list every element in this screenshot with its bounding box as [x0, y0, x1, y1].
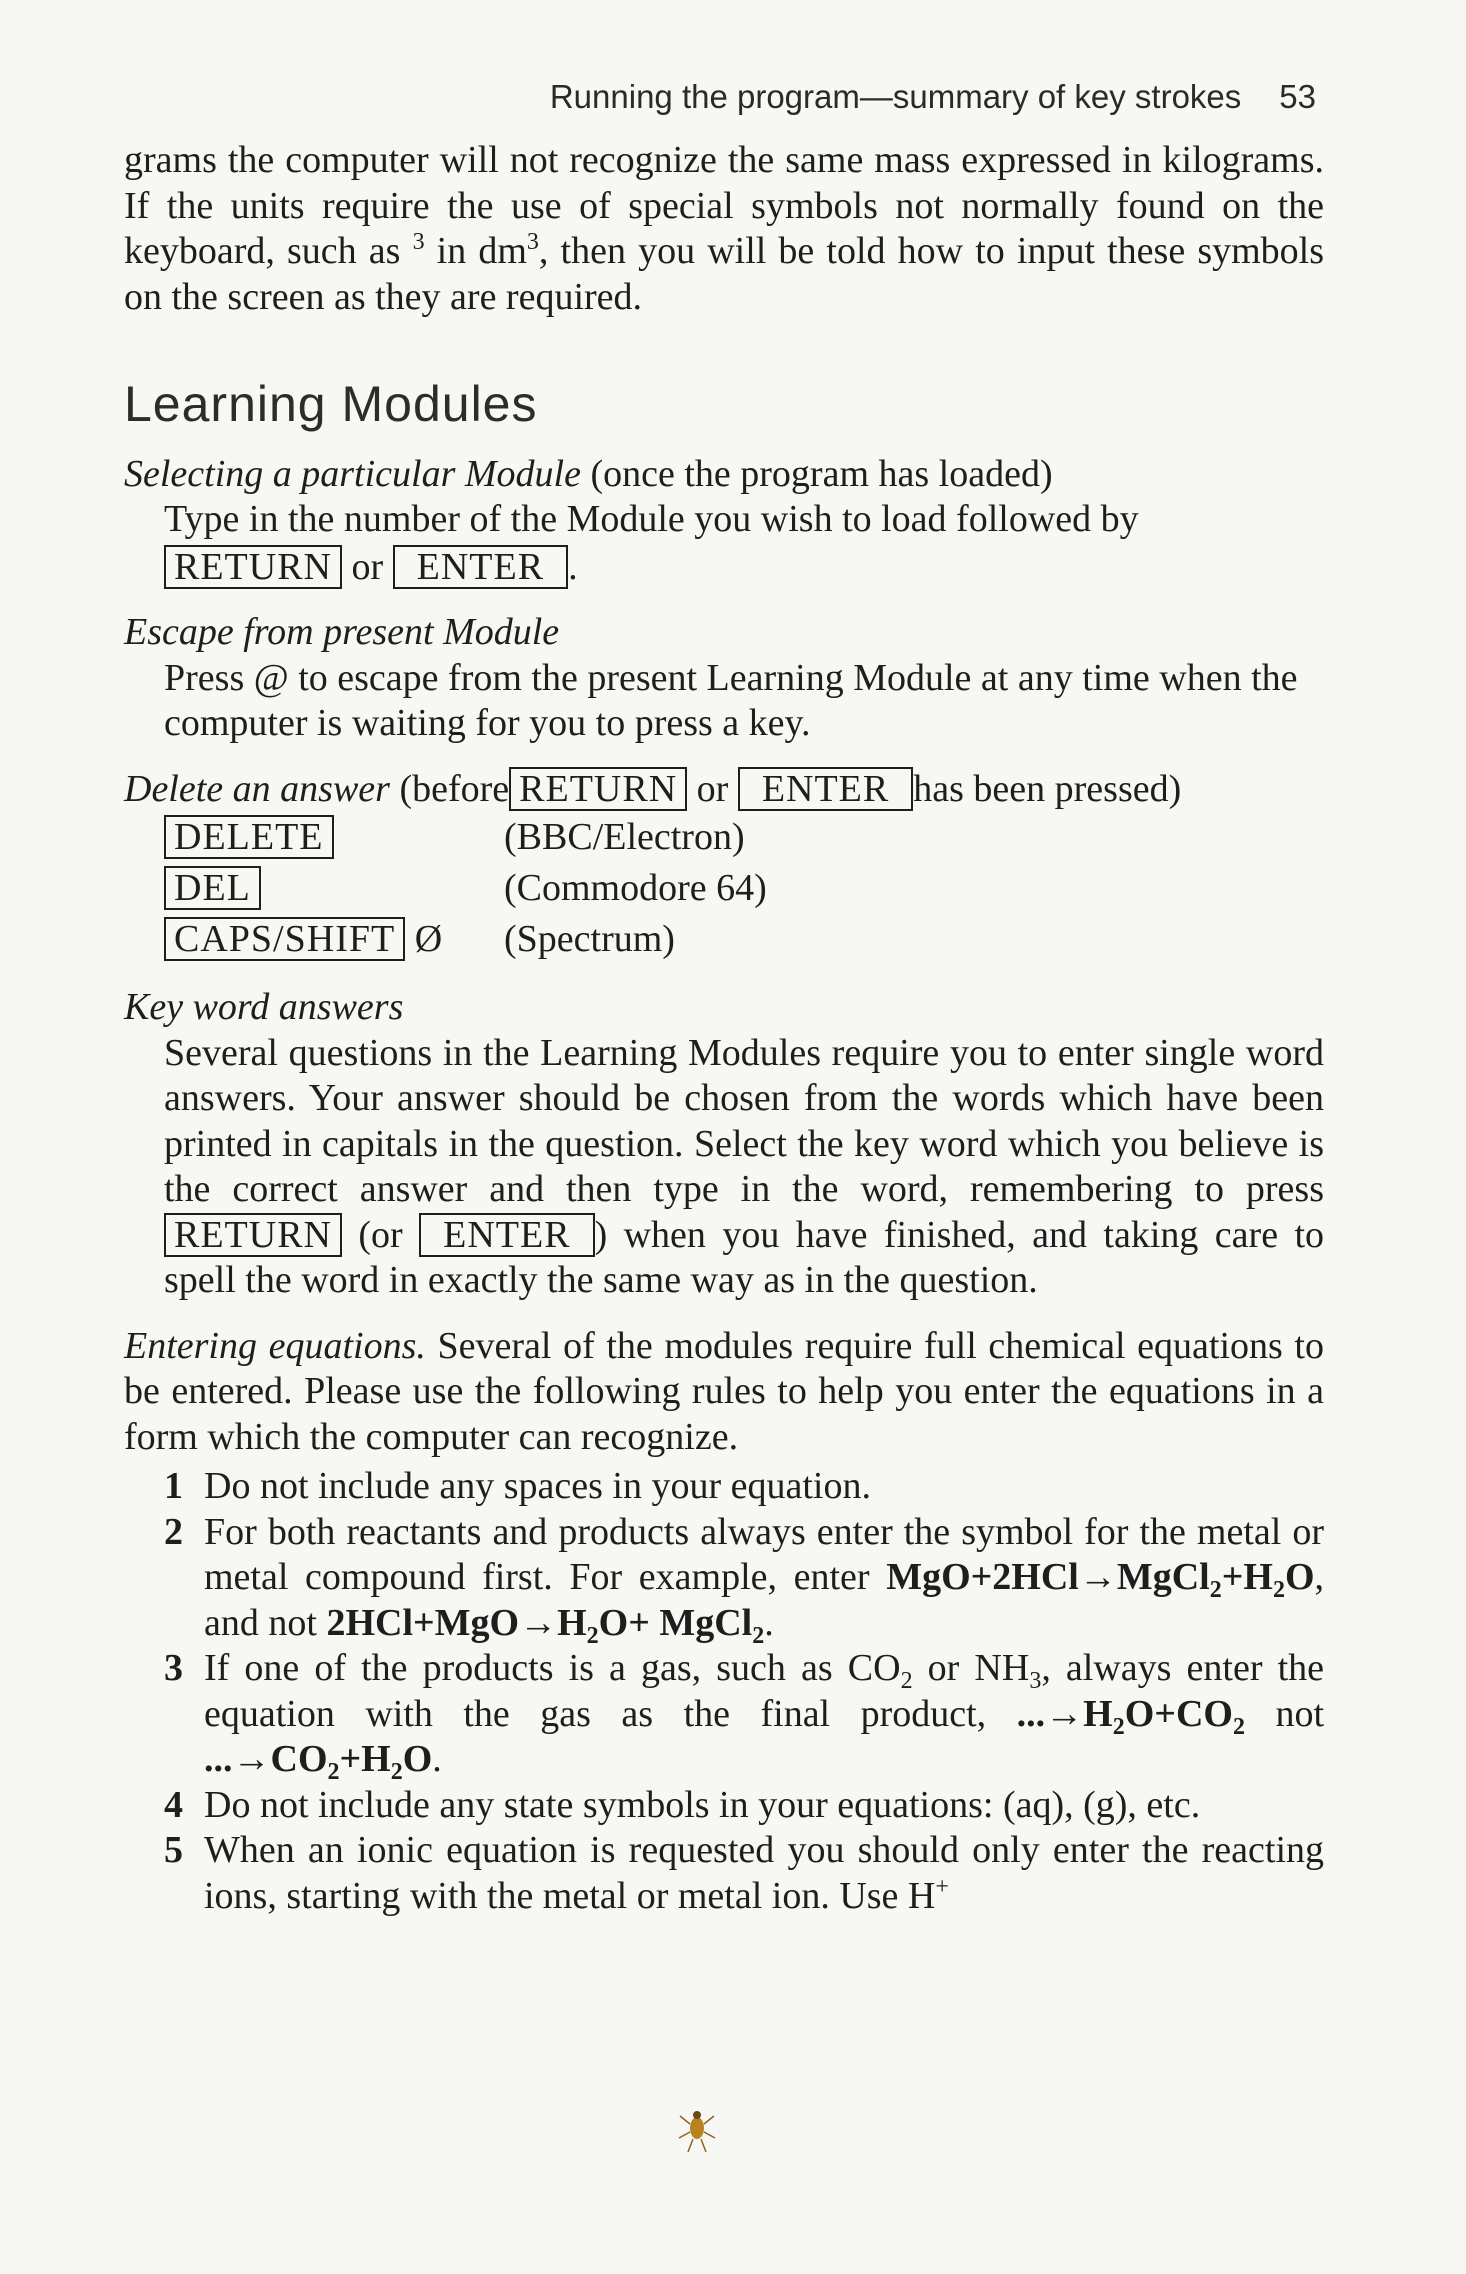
running-header: [460, 78, 1316, 116]
keyword-text: [124, 1031, 1324, 1304]
keyword-text-2: (or: [342, 1213, 403, 1256]
item-text: [204, 1828, 1324, 1919]
delete-row-bbc: [164, 812, 1324, 863]
subscript: 2: [327, 1759, 340, 1785]
delete-key: DELETE: [164, 815, 334, 859]
subscript: 2: [390, 1759, 403, 1785]
list-item: [164, 1510, 1324, 1647]
subscript: 2: [752, 1622, 765, 1649]
intro-text-2: in dm: [424, 230, 527, 272]
page-number: 53: [1279, 78, 1316, 115]
equations-title: Entering equations.: [124, 1324, 426, 1367]
rule-3-text: or NH: [912, 1647, 1030, 1689]
subscript: 2: [1112, 1713, 1125, 1740]
list-item: [164, 1783, 1324, 1829]
list-item: [164, 1464, 1324, 1510]
superscript: 3: [526, 229, 539, 255]
equations-section: [124, 1324, 1324, 1920]
eq-part: O: [402, 1738, 433, 1780]
subscript: 2: [900, 1668, 913, 1694]
eq-part: O+ MgCl: [598, 1601, 753, 1644]
item-number: 2: [164, 1510, 183, 1553]
keyword-text-1: Several questions in the Learning Modules require you to enter single word answers. Your answer should be chosen from the words which have been printed in capitals in the question. Select the key word which you believe is the correct answer and then type in the word, remembering to press: [164, 1031, 1324, 1210]
delete-post: has been pressed): [913, 767, 1182, 810]
eq-part: +H: [1221, 1556, 1273, 1598]
delete-section: [124, 767, 1324, 966]
rule-2-text: For both reactants and products always enter the symbol for the metal or metal compound first. For example, enter: [204, 1510, 1324, 1598]
enter-key: ENTER: [393, 545, 568, 589]
escape-section: [124, 610, 1324, 747]
machine-label: (Commodore 64): [504, 866, 767, 909]
equation: [204, 1738, 433, 1785]
intro-text-1: grams the computer will not recognize the same mass expressed in kilograms. If the units require the use of special symbols not normally found on the keyboard, such as: [124, 139, 1324, 272]
item-text: [204, 1646, 1324, 1783]
delete-title: Delete an answer: [124, 767, 390, 810]
item-number: 5: [164, 1829, 183, 1871]
equations-intro: Several of the modules require full chemical equations to be entered. Please use the following rules to help you enter the equations in a form which the computer can recognize.: [124, 1324, 1324, 1458]
keyword-section: [124, 985, 1324, 1304]
eq-part: MgO+2HCl→MgCl: [886, 1556, 1210, 1598]
equation: [326, 1601, 765, 1649]
eq-part: ...→H: [1016, 1692, 1113, 1735]
subscript: 2: [586, 1622, 599, 1649]
rule-2-mid: , and not: [204, 1556, 1324, 1644]
rules-list: [124, 1464, 1324, 1919]
period: .: [764, 1601, 774, 1644]
return-key: RETURN: [164, 545, 342, 589]
list-item: [164, 1828, 1324, 1919]
rule-3-text: If one of the products is a gas, such as CO: [204, 1647, 901, 1689]
rule-5-text: When an ionic equation is requested you should only enter the reacting ions, starting with the metal or metal ion. Use H: [204, 1829, 1324, 1917]
equation: [886, 1556, 1315, 1603]
keyword-title: Key word answers: [124, 986, 404, 1028]
subscript: 2: [1232, 1713, 1245, 1740]
return-key: RETURN: [164, 1213, 342, 1257]
enter-key: ENTER: [738, 767, 913, 811]
item-number: 4: [164, 1783, 183, 1826]
subscript: 3: [1029, 1668, 1042, 1694]
superscript: +: [935, 1873, 949, 1900]
delete-row-commodore: [164, 863, 1324, 914]
keyword-text-3: ) when you have finished, and taking care to spell the word in exactly the same way as in the question.: [164, 1213, 1325, 1301]
eq-part: 2HCl+MgO→H: [326, 1601, 587, 1644]
rule-3-text: , always enter the equation with the gas as the final product,: [204, 1647, 1324, 1735]
period: .: [432, 1738, 442, 1780]
eq-part: O+CO: [1124, 1692, 1233, 1735]
enter-key: ENTER: [419, 1213, 594, 1257]
machine-label: (Spectrum): [504, 917, 675, 960]
item-number: 3: [164, 1647, 183, 1689]
insect-speck-icon: [676, 2102, 718, 2158]
page-body: [124, 138, 1324, 1919]
or-text: or: [696, 767, 729, 810]
escape-text: Press @ to escape from the present Learning Module at any time when the computer is waiting for you to press a key.: [164, 656, 1298, 744]
delete-row-spectrum: [164, 914, 1324, 965]
item-text: [204, 1510, 1324, 1647]
equation: [1016, 1692, 1245, 1740]
superscript: 3: [412, 229, 425, 255]
header-title: Running the program—summary of key strokes: [549, 78, 1242, 115]
select-module-section: [124, 452, 1324, 591]
intro-paragraph: [124, 138, 1324, 320]
escape-title: Escape from present Module: [124, 611, 560, 653]
list-item: [164, 1646, 1324, 1783]
select-title-rest: (once the program has loaded): [580, 452, 1053, 495]
section-heading: Learning Modules: [124, 376, 538, 432]
item-text: Do not include any spaces in your equation.: [204, 1465, 871, 1507]
select-text: Type in the number of the Module you wish to load followed by: [164, 498, 1139, 540]
zero-key-symbol: Ø: [414, 917, 443, 960]
subscript: 2: [1209, 1577, 1222, 1603]
eq-part: ...→CO: [204, 1738, 328, 1780]
intro-text-3: , then you will be told how to input these symbols on the screen as they are required.: [124, 230, 1325, 318]
eq-part: O: [1284, 1556, 1315, 1598]
subscript: 2: [1272, 1577, 1285, 1603]
machine-label: (BBC/Electron): [504, 815, 745, 858]
delete-pre: (before: [389, 767, 510, 810]
del-key: DEL: [164, 866, 261, 910]
return-key: RETURN: [509, 767, 687, 811]
or-text: or: [351, 545, 384, 588]
period: .: [568, 545, 578, 588]
select-title: Selecting a particular Module: [124, 452, 581, 495]
rule-3-text: not: [1244, 1692, 1324, 1735]
item-text: Do not include any state symbols in your equations: (aq), (g), etc.: [204, 1783, 1201, 1826]
eq-part: +H: [339, 1738, 391, 1780]
item-number: 1: [164, 1465, 183, 1507]
caps-shift-key: CAPS/SHIFT: [164, 917, 405, 961]
